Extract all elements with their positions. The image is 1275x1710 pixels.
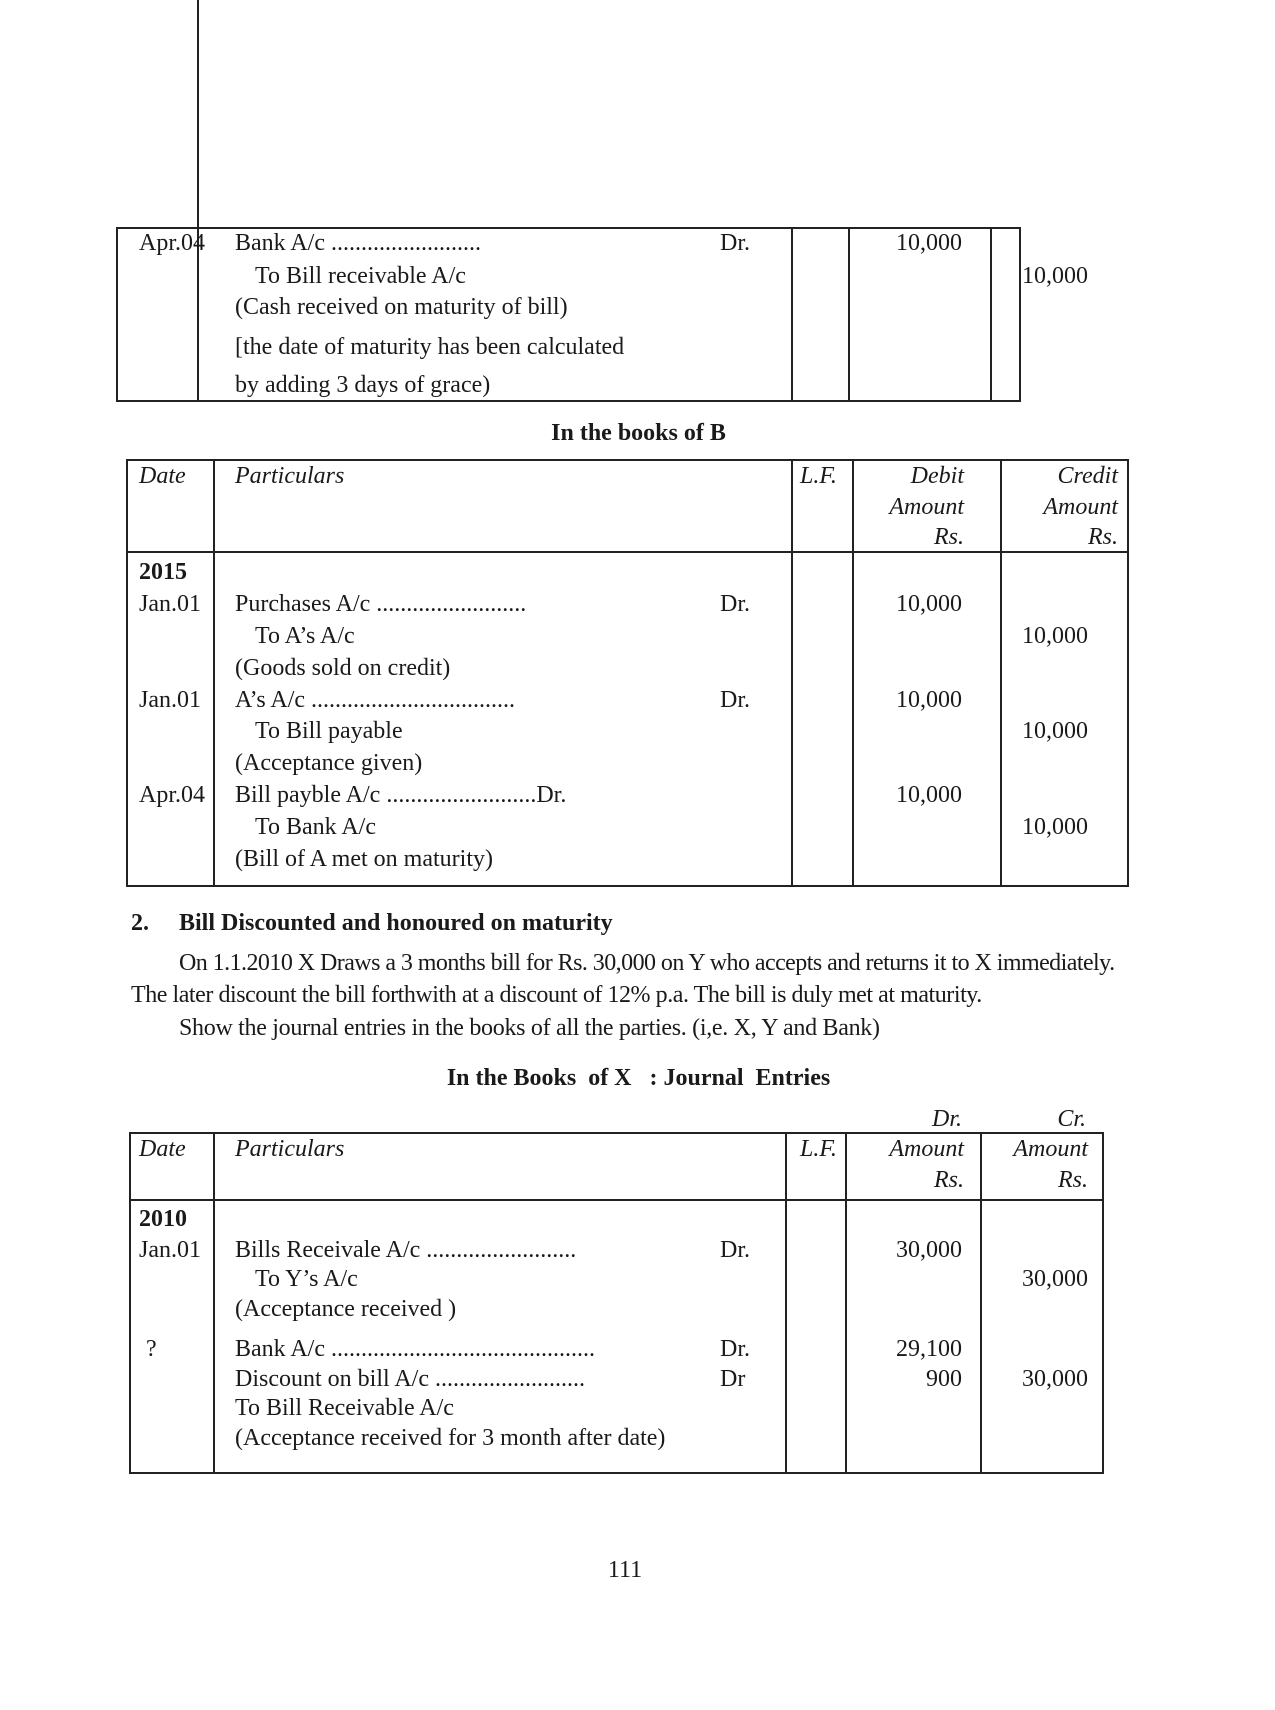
- debit-account-bank: Bank A/c ............................................: [235, 1336, 595, 1362]
- debit-amount: 10,000: [896, 230, 962, 256]
- lf-column-left-divider: [791, 227, 793, 402]
- debit-account: Purchases A/c .........................: [235, 591, 527, 617]
- dr-marker: Dr.: [720, 687, 750, 713]
- dr-marker: Dr.: [720, 591, 750, 617]
- header-particulars: Particulars: [235, 463, 345, 489]
- problem-instruction: Show the journal entries in the books of all the parties. (i,e. X, Y and Bank): [179, 1015, 880, 1041]
- header-credit-rs: Rs.: [1058, 1167, 1088, 1193]
- entry-date: ?: [146, 1336, 157, 1362]
- header-date: Date: [139, 1136, 186, 1162]
- header-credit-amount: Amount: [1043, 494, 1118, 520]
- debit-account: Bills Receivale A/c .........................: [235, 1237, 577, 1263]
- entry-date: Apr.04: [139, 782, 205, 808]
- problem-text-line-2: The later discount the bill forthwith at a discount of 12% p.a. The bill is duly met at maturity.: [131, 982, 982, 1008]
- header-lf: L.F.: [800, 463, 837, 489]
- section-title: Bill Discounted and honoured on maturity: [179, 910, 613, 936]
- continuation-line: [197, 0, 199, 228]
- credit-account: To Bill receivable A/c: [255, 263, 466, 289]
- credit-amount: 10,000: [1022, 718, 1088, 744]
- dr-column-label: Dr.: [931, 1106, 962, 1132]
- lf-column-left-divider: [791, 459, 793, 887]
- debit-amount: 10,000: [896, 591, 962, 617]
- lf-column-right-divider: [845, 1132, 847, 1474]
- debit-amount: 10,000: [896, 687, 962, 713]
- debit-amount: 10,000: [896, 782, 962, 808]
- dr-marker: Dr.: [720, 1336, 750, 1362]
- header-lf: L.F.: [800, 1136, 837, 1162]
- narration: (Bill of A met on maturity): [235, 846, 493, 872]
- year-label: 2010: [139, 1206, 187, 1232]
- entry-date: Apr.04: [139, 230, 205, 256]
- note-line-1: [the date of maturity has been calculated: [235, 334, 625, 360]
- header-debit-amount: Amount: [889, 1136, 964, 1162]
- entry-date: Jan.01: [139, 1237, 201, 1263]
- year-label: 2015: [139, 559, 187, 585]
- note-line-2: by adding 3 days of grace): [235, 372, 491, 398]
- header-particulars: Particulars: [235, 1136, 345, 1162]
- credit-amount: 10,000: [1022, 263, 1088, 289]
- debit-account: A’s A/c ..................................: [235, 687, 516, 713]
- credit-amount: 30,000: [1022, 1266, 1088, 1292]
- debit-column-right-divider: [990, 227, 992, 402]
- lf-column-right-divider: [848, 227, 850, 402]
- dr-marker: Dr: [720, 1366, 746, 1392]
- books-of-b-heading: In the books of B: [551, 420, 726, 446]
- header-divider: [126, 551, 1129, 553]
- header-credit: Credit: [1057, 463, 1118, 489]
- lf-column-right-divider: [852, 459, 854, 887]
- credit-account: To A’s A/c: [255, 623, 355, 649]
- debit-account: Bill payble A/c .........................Dr.: [235, 782, 567, 808]
- date-column-divider: [213, 459, 215, 887]
- entry-date: Jan.01: [139, 687, 201, 713]
- page-number: 111: [607, 1557, 643, 1583]
- section-number: 2.: [131, 910, 149, 936]
- header-debit: Debit: [910, 463, 964, 489]
- header-debit-rs: Rs.: [934, 524, 964, 550]
- credit-account: To Bank A/c: [255, 814, 376, 840]
- credit-amount: 10,000: [1022, 623, 1088, 649]
- narration: (Acceptance given): [235, 750, 423, 776]
- narration: (Goods sold on credit): [235, 655, 451, 681]
- dr-marker: Dr.: [720, 230, 750, 256]
- credit-account: To Y’s A/c: [255, 1266, 358, 1292]
- debit-account-discount: Discount on bill A/c .........................: [235, 1366, 585, 1392]
- narration: (Cash received on maturity of bill): [235, 294, 568, 320]
- debit-amount-bank: 29,100: [896, 1336, 962, 1362]
- debit-amount: 30,000: [896, 1237, 962, 1263]
- debit-column-right-divider: [980, 1132, 982, 1474]
- header-credit-rs: Rs.: [1088, 524, 1118, 550]
- header-date: Date: [139, 463, 186, 489]
- header-credit-amount: Amount: [1013, 1136, 1088, 1162]
- header-debit-rs: Rs.: [934, 1167, 964, 1193]
- narration: (Acceptance received for 3 month after date): [235, 1425, 666, 1451]
- entry-date: Jan.01: [139, 591, 201, 617]
- credit-account: To Bill payable: [255, 718, 403, 744]
- header-debit-amount: Amount: [889, 494, 964, 520]
- credit-account: To Bill Receivable A/c: [235, 1395, 454, 1421]
- narration: (Acceptance received ): [235, 1296, 457, 1322]
- date-column-divider: [213, 1132, 215, 1474]
- problem-text-line-1: On 1.1.2010 X Draws a 3 months bill for Rs. 30,000 on Y who accepts and returns it to X immediately.: [179, 950, 1115, 976]
- debit-amount-discount: 900: [926, 1366, 962, 1392]
- debit-account: Bank A/c .........................: [235, 230, 481, 256]
- lf-column-left-divider: [785, 1132, 787, 1474]
- credit-amount: 30,000: [1022, 1366, 1088, 1392]
- books-of-x-heading: In the Books of X : Journal Entries: [446, 1065, 831, 1091]
- cr-column-label: Cr.: [1057, 1106, 1086, 1132]
- header-divider: [129, 1199, 1104, 1201]
- dr-marker: Dr.: [720, 1237, 750, 1263]
- credit-amount: 10,000: [1022, 814, 1088, 840]
